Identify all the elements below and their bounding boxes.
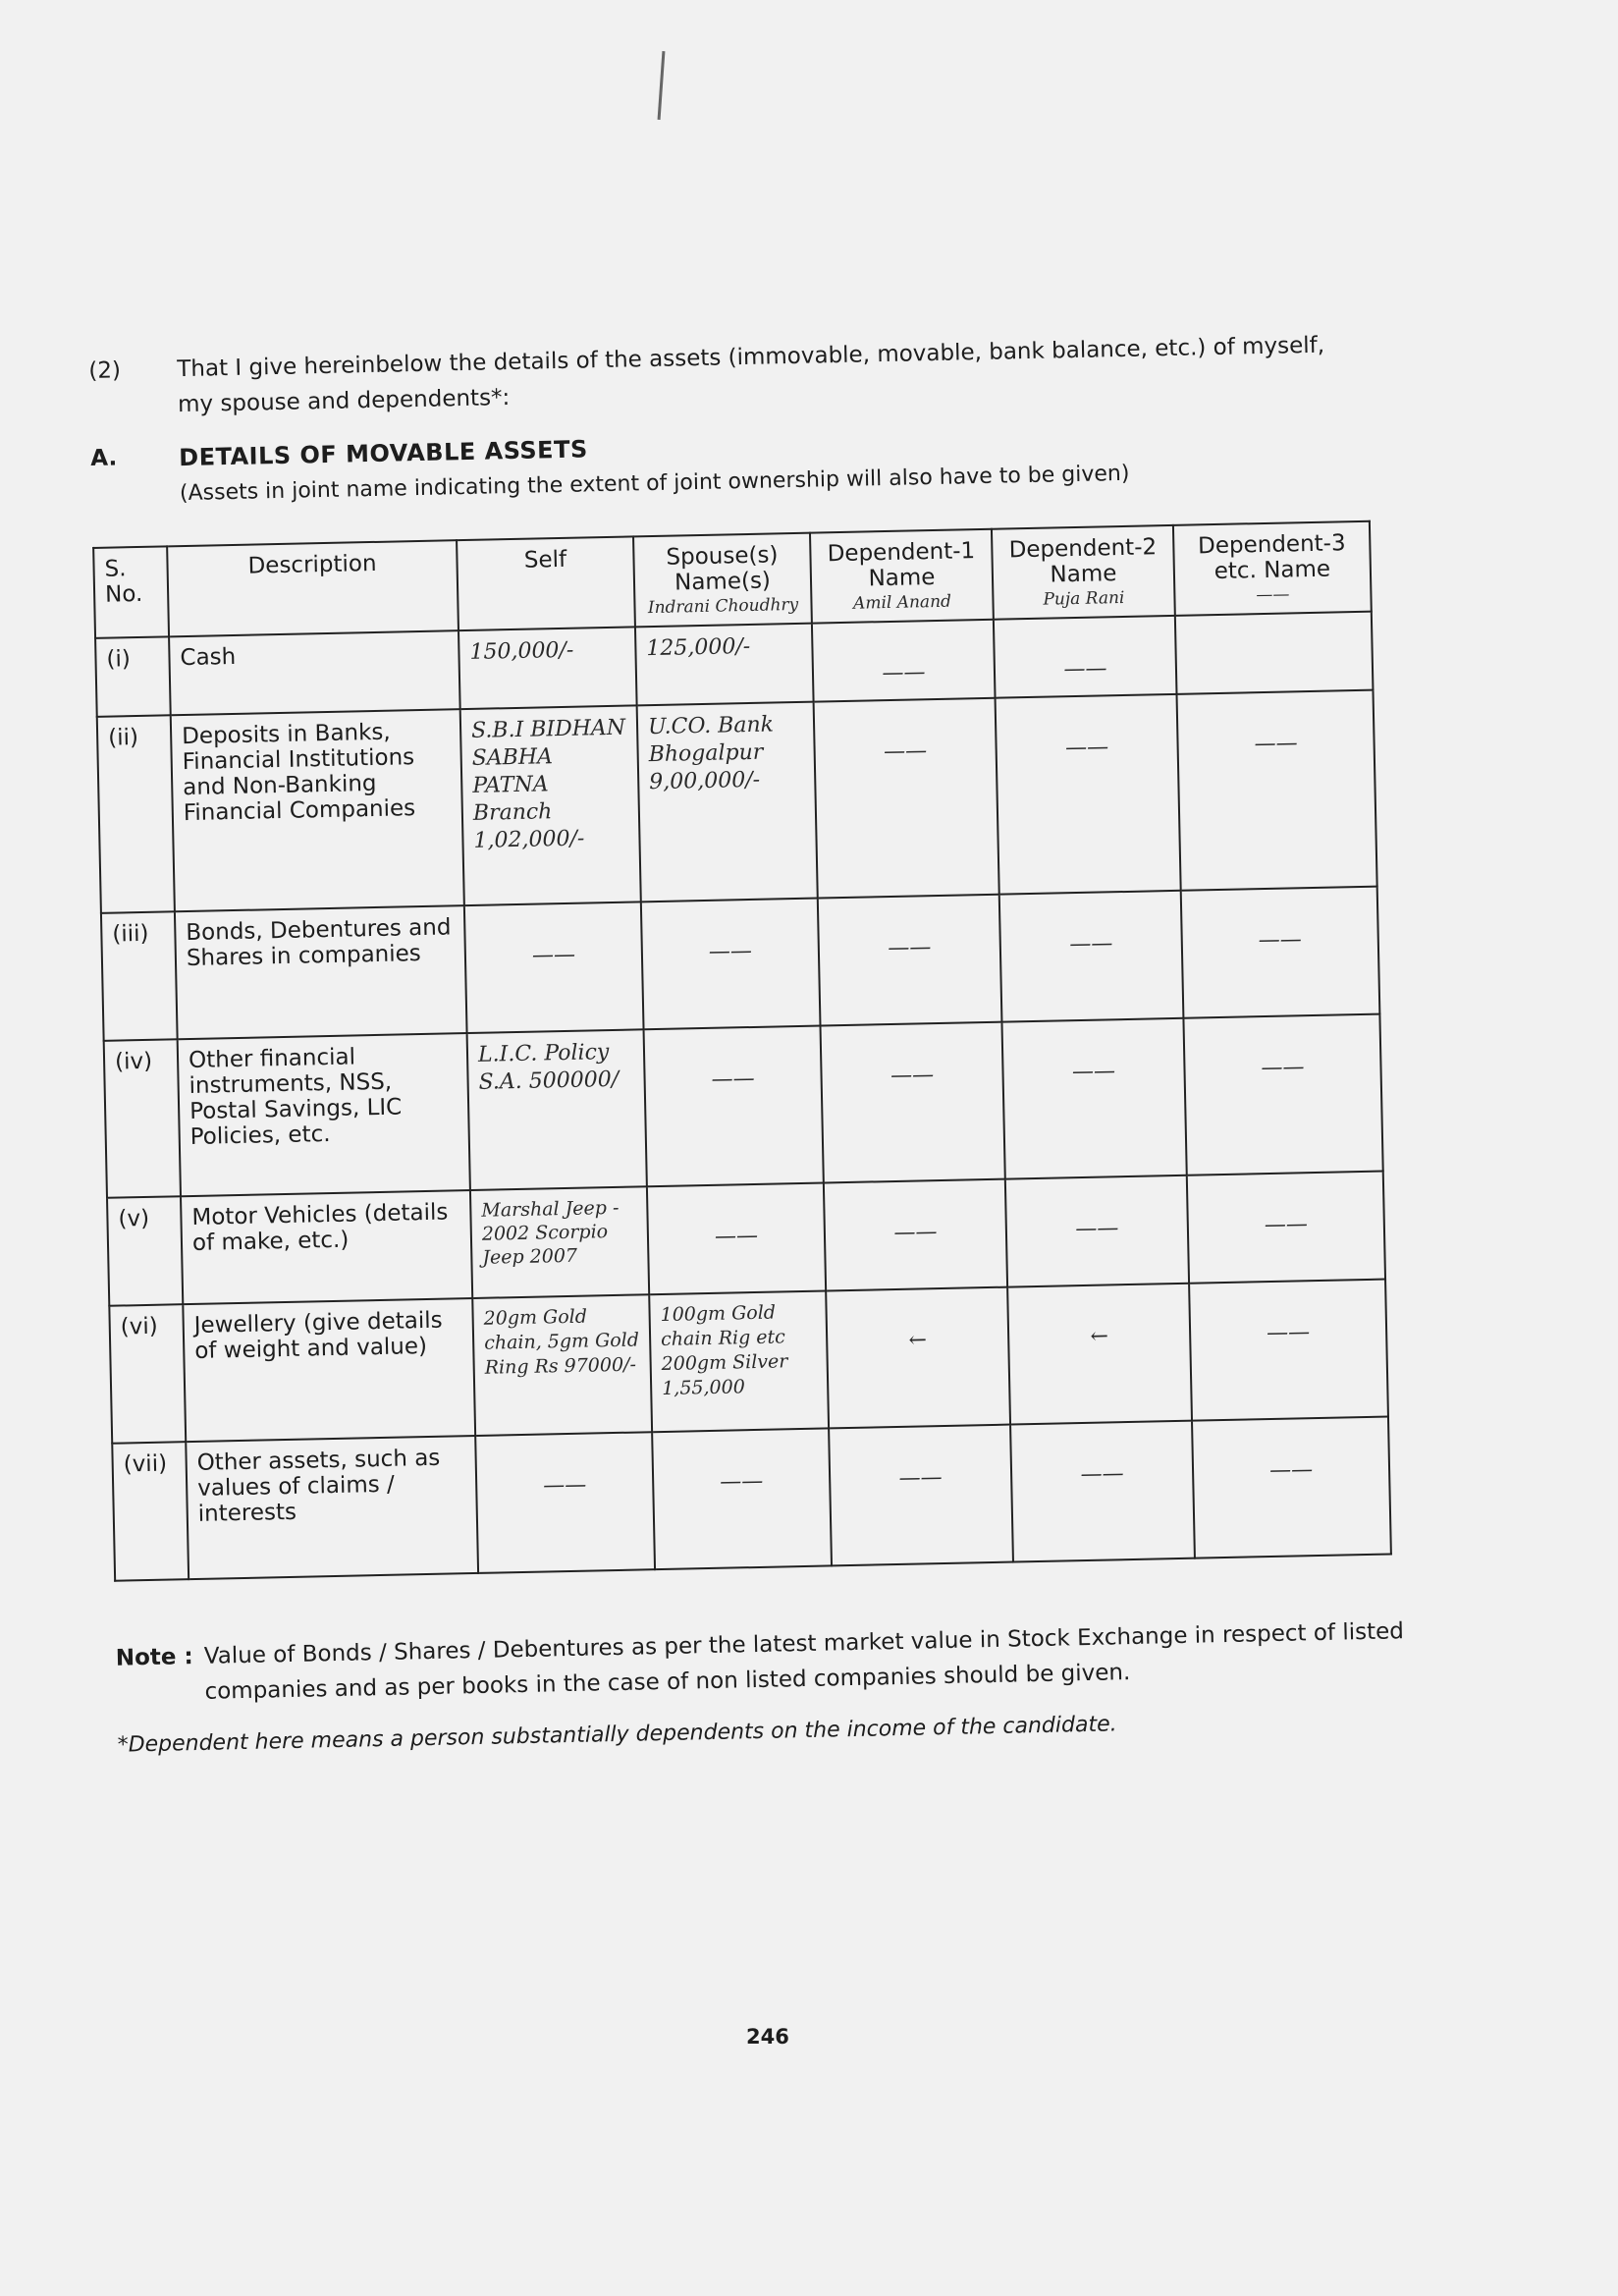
row-self-value: Marshal Jeep - 2002 Scorpio Jeep 2007: [470, 1186, 649, 1298]
row-dep1-value: [826, 1287, 1010, 1429]
paragraph-number: (2): [88, 357, 122, 384]
row-sno: (i): [95, 636, 171, 717]
note-label: Note :: [115, 1644, 193, 1671]
intro-paragraph: [88, 326, 1385, 424]
row-description: Other financial instruments, NSS, Postal Savings, LIC Policies, etc.: [178, 1033, 470, 1196]
row-dep2-value: [1010, 1421, 1195, 1562]
dep2-dash: ——: [1064, 735, 1109, 761]
row-dep2-value: [996, 694, 1181, 895]
dep2-dash: ——: [1075, 1216, 1119, 1242]
row-dep2-value: [994, 616, 1177, 698]
header-dependent-1-label: Dependent-1 Name: [827, 538, 976, 592]
row-self-value: [475, 1432, 655, 1573]
table-row: [104, 1014, 1383, 1198]
row-sno: (vii): [112, 1442, 189, 1581]
header-dependent-2: [992, 525, 1175, 620]
dep2-dash: ——: [1071, 1059, 1116, 1085]
header-spouse: [633, 533, 812, 628]
header-sno: S. No.: [93, 546, 169, 638]
row-description: Motor Vehicles (details of make, etc.): [181, 1190, 472, 1304]
section-letter: A.: [89, 445, 118, 471]
dep2-arrow: ←: [1090, 1324, 1109, 1349]
row-sno: (vi): [109, 1304, 186, 1444]
dep1-dash: ——: [888, 935, 932, 961]
note-block: [115, 1613, 1412, 1712]
spouse-dash: ——: [719, 1468, 764, 1495]
row-dep3-value: [1183, 1014, 1382, 1175]
row-spouse-value: U.CO. Bank Bhogalpur 9,00,000/-: [637, 702, 818, 902]
table-row: [97, 690, 1377, 913]
row-description: Other assets, such as values of claims / interests: [186, 1436, 478, 1579]
dep3-dash: ——: [1258, 927, 1303, 954]
dep3-dash: ——: [1268, 1457, 1314, 1484]
row-sno: (ii): [97, 715, 175, 913]
row-spouse-value: [644, 1026, 824, 1187]
row-description: Deposits in Banks, Financial Institutions and Non-Banking Financial Companies: [171, 709, 464, 911]
dep1-dash: ——: [890, 1063, 935, 1089]
header-self: Self: [457, 536, 635, 630]
movable-assets-table: [92, 520, 1392, 1582]
dependent-2-name: Puja Rani: [1043, 587, 1125, 610]
header-dependent-1: [810, 529, 994, 624]
spouse-dash: ——: [708, 938, 753, 964]
row-dep3-value: [1187, 1172, 1385, 1284]
spouse-name: Indrani Choudhry: [647, 594, 799, 619]
row-dep1-value: [820, 1022, 1004, 1183]
table-row: [112, 1417, 1391, 1581]
header-description: Description: [167, 540, 458, 636]
row-spouse-value: 125,000/-: [635, 624, 814, 706]
row-dep2-value: [1001, 1018, 1186, 1179]
dep2-dash: ——: [1063, 656, 1107, 683]
paragraph-text: That I give hereinbelow the details of the assets (immovable, movable, bank balance, etc.) of myself, my spouse and dependents*:: [177, 332, 1325, 418]
row-self-value: [464, 902, 644, 1033]
dep1-dash: ——: [893, 1220, 938, 1246]
row-spouse-value: [647, 1183, 826, 1295]
dependent-3-name: ——: [1256, 584, 1290, 606]
row-dep2-value: [1007, 1284, 1192, 1425]
dep3-dash: ——: [1261, 1055, 1305, 1081]
dep3-dash: ——: [1254, 731, 1298, 757]
row-dep3-value: [1189, 1280, 1388, 1421]
row-dep1-value: [824, 1179, 1007, 1291]
pen-mark: [658, 51, 666, 120]
row-dep3-value: [1177, 690, 1377, 891]
row-self-value: 150,000/-: [458, 627, 637, 709]
dependent-1-name: Amil Anand: [852, 591, 952, 614]
self-dash: ——: [531, 942, 576, 968]
row-spouse-value: 100gm Gold chain Rig etc 200gm Silver 1,55,000: [649, 1290, 829, 1432]
content-block: [88, 326, 1414, 1757]
row-description: Bonds, Debentures and Shares in companies: [175, 905, 467, 1039]
row-self-value: L.I.C. Policy S.A. 500000/: [467, 1029, 647, 1190]
row-dep1-value: [818, 895, 1002, 1026]
header-spouse-label: Spouse(s) Name(s): [666, 542, 779, 596]
header-dependent-3: [1173, 521, 1372, 616]
row-dep1-value: [814, 698, 999, 899]
spouse-dash: ——: [714, 1223, 759, 1249]
row-dep1-value: [812, 620, 996, 702]
row-self-value: 20gm Gold chain, 5gm Gold Ring Rs 97000/-: [472, 1294, 652, 1436]
self-dash: ——: [542, 1472, 587, 1499]
dep3-dash: ——: [1264, 1212, 1309, 1238]
row-description: Cash: [169, 630, 460, 715]
row-sno: (v): [107, 1196, 183, 1306]
dependent-footnote: *Dependent here means a person substantially dependents on the income of the candidate.: [117, 1712, 1117, 1758]
row-dep2-value: [1005, 1175, 1189, 1287]
page-number: 246: [746, 2025, 789, 2049]
section-subtitle: (Assets in joint name indicating the extent of joint ownership will also have to be given): [179, 461, 1130, 507]
row-sno: (iii): [101, 911, 178, 1041]
dep1-arrow: ←: [908, 1328, 928, 1353]
section-title: DETAILS OF MOVABLE ASSETS: [178, 435, 588, 472]
row-sno: (iv): [104, 1039, 181, 1198]
header-dependent-2-label: Dependent-2 Name: [1008, 534, 1158, 588]
row-dep1-value: [829, 1425, 1013, 1566]
row-spouse-value: [641, 899, 821, 1030]
dep1-dash: ——: [882, 660, 926, 686]
note-text: Value of Bonds / Shares / Debentures as per the latest market value in Stock Exchange in respect of listed companies and as per books in the case of non listed companies should be given.: [203, 1618, 1405, 1705]
dep1-dash: ——: [883, 738, 928, 765]
table-row: [109, 1280, 1388, 1444]
spouse-dash: ——: [711, 1066, 755, 1092]
dep3-dash: ——: [1266, 1320, 1311, 1346]
row-self-value: S.B.I BIDHAN SABHA PATNA Branch 1,02,000/-: [460, 705, 641, 905]
row-dep3-value: [1175, 612, 1374, 694]
dep2-dash: ——: [1069, 931, 1113, 957]
row-dep2-value: [999, 891, 1184, 1022]
row-description: Jewellery (give details of weight and value): [183, 1298, 475, 1442]
row-dep3-value: [1192, 1417, 1391, 1558]
row-spouse-value: [652, 1428, 832, 1569]
section-a: [90, 418, 1387, 508]
dep2-dash: ——: [1080, 1461, 1124, 1488]
dep1-dash: ——: [898, 1465, 943, 1491]
row-dep3-value: [1181, 887, 1380, 1018]
header-dependent-3-label: Dependent-3 etc. Name: [1197, 530, 1346, 585]
